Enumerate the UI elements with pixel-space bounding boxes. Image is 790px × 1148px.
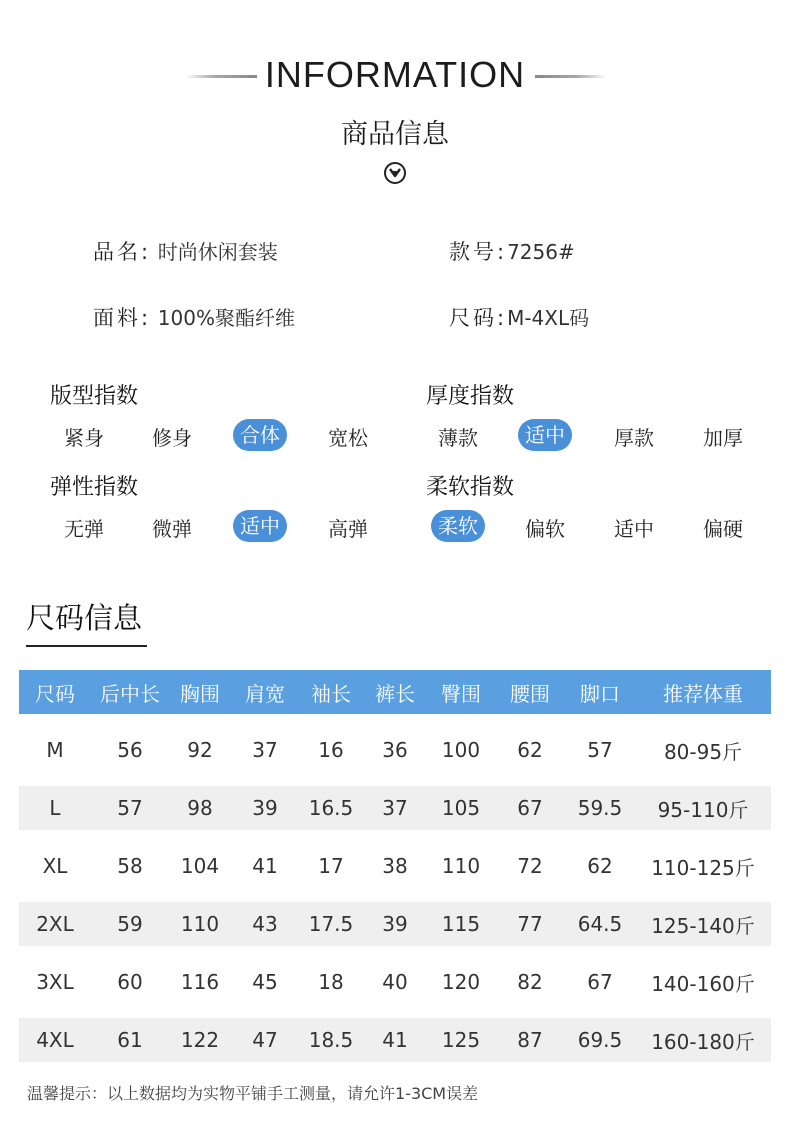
style-number-value: 7256# <box>507 240 575 264</box>
table-cell: 110-125斤 <box>651 855 755 880</box>
table-cell: 38 <box>382 854 408 878</box>
table-cell: 122 <box>169 1018 231 1062</box>
fabric <box>93 302 295 332</box>
table-cell: 69.5 <box>565 1018 635 1062</box>
thickness-index-title: 厚度指数 <box>426 384 515 409</box>
size-section-underline <box>26 645 147 647</box>
size-col-header: 胸围 <box>169 670 231 714</box>
table-cell: 59.5 <box>565 786 635 830</box>
thickness-option: 薄款 <box>438 426 478 450</box>
elasticity-index-title: 弹性指数 <box>50 475 139 500</box>
elasticity-option: 高弹 <box>328 517 368 541</box>
fit-index-title: 版型指数 <box>50 384 139 409</box>
measurement-note: 温馨提示：以上数据均为实物平铺手工测量，请允许1-3CM误差 <box>27 1084 479 1103</box>
table-cell: 80-95斤 <box>663 739 743 764</box>
table-cell: 18.5 <box>299 1018 363 1062</box>
table-row <box>19 786 771 830</box>
fabric-label: 面料: <box>93 306 152 330</box>
softness-option-selected: 柔软 <box>431 510 485 542</box>
size-col-header: 腰围 <box>495 670 565 714</box>
table-cell: 39 <box>231 786 299 830</box>
table-cell: L <box>19 786 91 830</box>
table-cell: 100 <box>441 738 481 762</box>
table-cell: 62 <box>517 738 543 762</box>
table-cell: 67 <box>587 970 613 994</box>
size-table <box>19 670 771 1062</box>
table-cell: 39 <box>363 902 427 946</box>
table-cell: 160-180斤 <box>635 1018 771 1062</box>
table-cell: 57 <box>91 786 169 830</box>
table-cell: 17.5 <box>299 902 363 946</box>
table-cell: 36 <box>382 738 408 762</box>
product-name <box>93 236 278 266</box>
table-cell: 58 <box>117 854 143 878</box>
table-cell: 2XL <box>19 902 91 946</box>
size-section-title: 尺码信息 <box>26 601 143 635</box>
table-cell: M <box>46 738 64 762</box>
fit-option: 修身 <box>152 426 192 450</box>
size-col-header: 裤长 <box>363 670 427 714</box>
size-range-label: 尺码: <box>449 306 508 330</box>
size-range-value: M-4XL码 <box>507 306 590 330</box>
fabric-value: 100%聚酯纤维 <box>157 306 295 330</box>
size-col-header: 后中长 <box>91 670 169 714</box>
softness-option: 偏软 <box>525 517 565 541</box>
size-col-header: 尺码 <box>19 670 91 714</box>
product-name-value: 时尚休闲套装 <box>157 240 278 264</box>
table-cell: 95-110斤 <box>635 786 771 830</box>
fit-option: 宽松 <box>328 426 368 450</box>
table-cell: 92 <box>187 738 213 762</box>
chevron-down-circle-icon <box>384 162 406 184</box>
table-cell: 120 <box>441 970 481 994</box>
size-col-header: 袖长 <box>299 670 363 714</box>
table-cell: 62 <box>587 854 613 878</box>
table-cell: 104 <box>180 854 220 878</box>
softness-option: 适中 <box>614 517 654 541</box>
style-number-label: 款号: <box>449 240 508 264</box>
elasticity-option: 无弹 <box>64 517 104 541</box>
thickness-option: 加厚 <box>703 426 743 450</box>
table-row <box>19 830 771 902</box>
table-cell: 56 <box>117 738 143 762</box>
table-row <box>19 1018 771 1062</box>
elasticity-option-selected: 适中 <box>233 510 287 542</box>
table-row <box>19 714 771 786</box>
size-table-header <box>19 670 771 714</box>
table-cell: 47 <box>231 1018 299 1062</box>
size-col-header: 脚口 <box>565 670 635 714</box>
table-cell: 16 <box>318 738 344 762</box>
elasticity-option: 微弹 <box>152 517 192 541</box>
fit-option-selected: 合体 <box>233 419 287 451</box>
size-col-header: 臀围 <box>427 670 495 714</box>
table-cell: 41 <box>363 1018 427 1062</box>
product-name-label: 品名: <box>93 240 152 264</box>
table-cell: 40 <box>382 970 408 994</box>
table-cell: 61 <box>91 1018 169 1062</box>
table-cell: 16.5 <box>299 786 363 830</box>
table-cell: 43 <box>231 902 299 946</box>
table-cell: 116 <box>180 970 220 994</box>
table-cell: 72 <box>517 854 543 878</box>
table-cell: 110 <box>441 854 481 878</box>
table-cell: 105 <box>427 786 495 830</box>
softness-index-title: 柔软指数 <box>426 475 515 500</box>
table-cell: 45 <box>252 970 278 994</box>
table-cell: 64.5 <box>565 902 635 946</box>
size-table-body <box>19 714 771 1062</box>
table-cell: 57 <box>587 738 613 762</box>
table-cell: 3XL <box>36 970 74 994</box>
table-cell: 59 <box>91 902 169 946</box>
table-cell: 125 <box>427 1018 495 1062</box>
table-cell: XL <box>42 854 68 878</box>
table-cell: 77 <box>495 902 565 946</box>
table-row <box>19 946 771 1018</box>
table-cell: 125-140斤 <box>635 902 771 946</box>
table-cell: 110 <box>169 902 231 946</box>
table-row <box>19 902 771 946</box>
table-cell: 87 <box>495 1018 565 1062</box>
table-cell: 37 <box>363 786 427 830</box>
fit-option: 紧身 <box>64 426 104 450</box>
size-col-header: 肩宽 <box>231 670 299 714</box>
table-cell: 98 <box>169 786 231 830</box>
table-cell: 18 <box>318 970 344 994</box>
table-cell: 41 <box>252 854 278 878</box>
table-cell: 115 <box>427 902 495 946</box>
page-subtitle: 商品信息 <box>341 119 449 150</box>
softness-option: 偏硬 <box>703 517 743 541</box>
table-cell: 140-160斤 <box>651 971 755 996</box>
table-cell: 60 <box>117 970 143 994</box>
table-cell: 67 <box>495 786 565 830</box>
size-col-header: 推荐体重 <box>635 670 771 714</box>
size-range <box>449 302 589 332</box>
page-title: INFORMATION <box>264 54 526 95</box>
style-number <box>449 236 575 266</box>
table-cell: 37 <box>252 738 278 762</box>
table-cell: 4XL <box>19 1018 91 1062</box>
thickness-option: 厚款 <box>614 426 654 450</box>
table-cell: 17 <box>318 854 344 878</box>
thickness-option-selected: 适中 <box>518 419 572 451</box>
table-cell: 82 <box>517 970 543 994</box>
